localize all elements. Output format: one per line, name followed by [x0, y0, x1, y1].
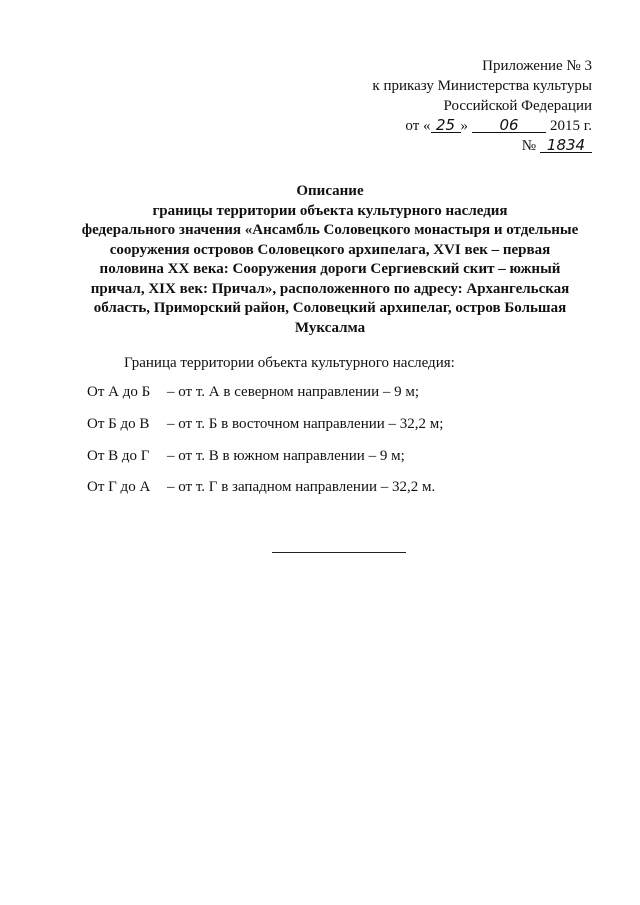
- boundary-segment: [87, 384, 419, 401]
- title-line-5: половина XX века: Сооружения дороги Сергиевский скит – южный: [99, 261, 561, 277]
- segment-label: От Б до В: [87, 416, 150, 432]
- title-line-3: федерального значения «Ансамбль Соловецкого монастыря и отдельные: [81, 222, 579, 238]
- boundary-segment: [87, 416, 443, 433]
- document-title: [60, 182, 600, 338]
- segment-label: От Г до А: [87, 479, 151, 495]
- title-line-4: сооружения островов Соловецкого архипелага, XVI век – первая: [109, 241, 551, 258]
- date-year: 2015 г.: [550, 118, 592, 134]
- title-line-2: границы территории объекта культурного наследия: [152, 202, 508, 219]
- segment-label: От В до Г: [87, 448, 150, 464]
- title-line-1: Описание: [296, 183, 364, 199]
- date-quote-close: »: [460, 118, 469, 134]
- order-reference: к приказу Министерства культуры: [372, 78, 592, 94]
- boundary-segment: [87, 448, 405, 465]
- number-label: №: [521, 138, 536, 154]
- title-line-8: Муксалма: [294, 319, 366, 336]
- title-line-7: область, Приморский район, Соловецкий архипелаг, остров Большая: [93, 300, 567, 316]
- segment-text: – от т. Г в западном направлении – 32,2 м.: [167, 479, 436, 495]
- segment-label: От А до Б: [87, 384, 151, 400]
- appendix-number: Приложение № 3: [482, 58, 592, 74]
- boundary-segment: [87, 479, 435, 496]
- order-date-line: [372, 116, 592, 136]
- segment-text: – от т. В в южном направлении – 9 м;: [167, 448, 405, 464]
- segment-text: – от т. А в северном направлении – 9 м;: [167, 384, 420, 400]
- title-line-6: причал, XIX век: Причал», расположенного по адресу: Архангельская: [90, 280, 570, 297]
- appendix-header: [372, 56, 592, 156]
- handwritten-day: 25: [431, 118, 461, 133]
- handwritten-month: 06: [472, 118, 546, 133]
- segment-text: – от т. Б в восточном направлении – 32,2 м;: [167, 416, 444, 432]
- boundary-intro: Граница территории объекта культурного наследия:: [124, 355, 455, 371]
- order-number-line: [372, 136, 592, 156]
- date-prefix: от «: [405, 118, 431, 134]
- ministry-country: Российской Федерации: [443, 98, 592, 114]
- closing-divider: [272, 552, 406, 553]
- handwritten-number: 1834: [540, 138, 592, 153]
